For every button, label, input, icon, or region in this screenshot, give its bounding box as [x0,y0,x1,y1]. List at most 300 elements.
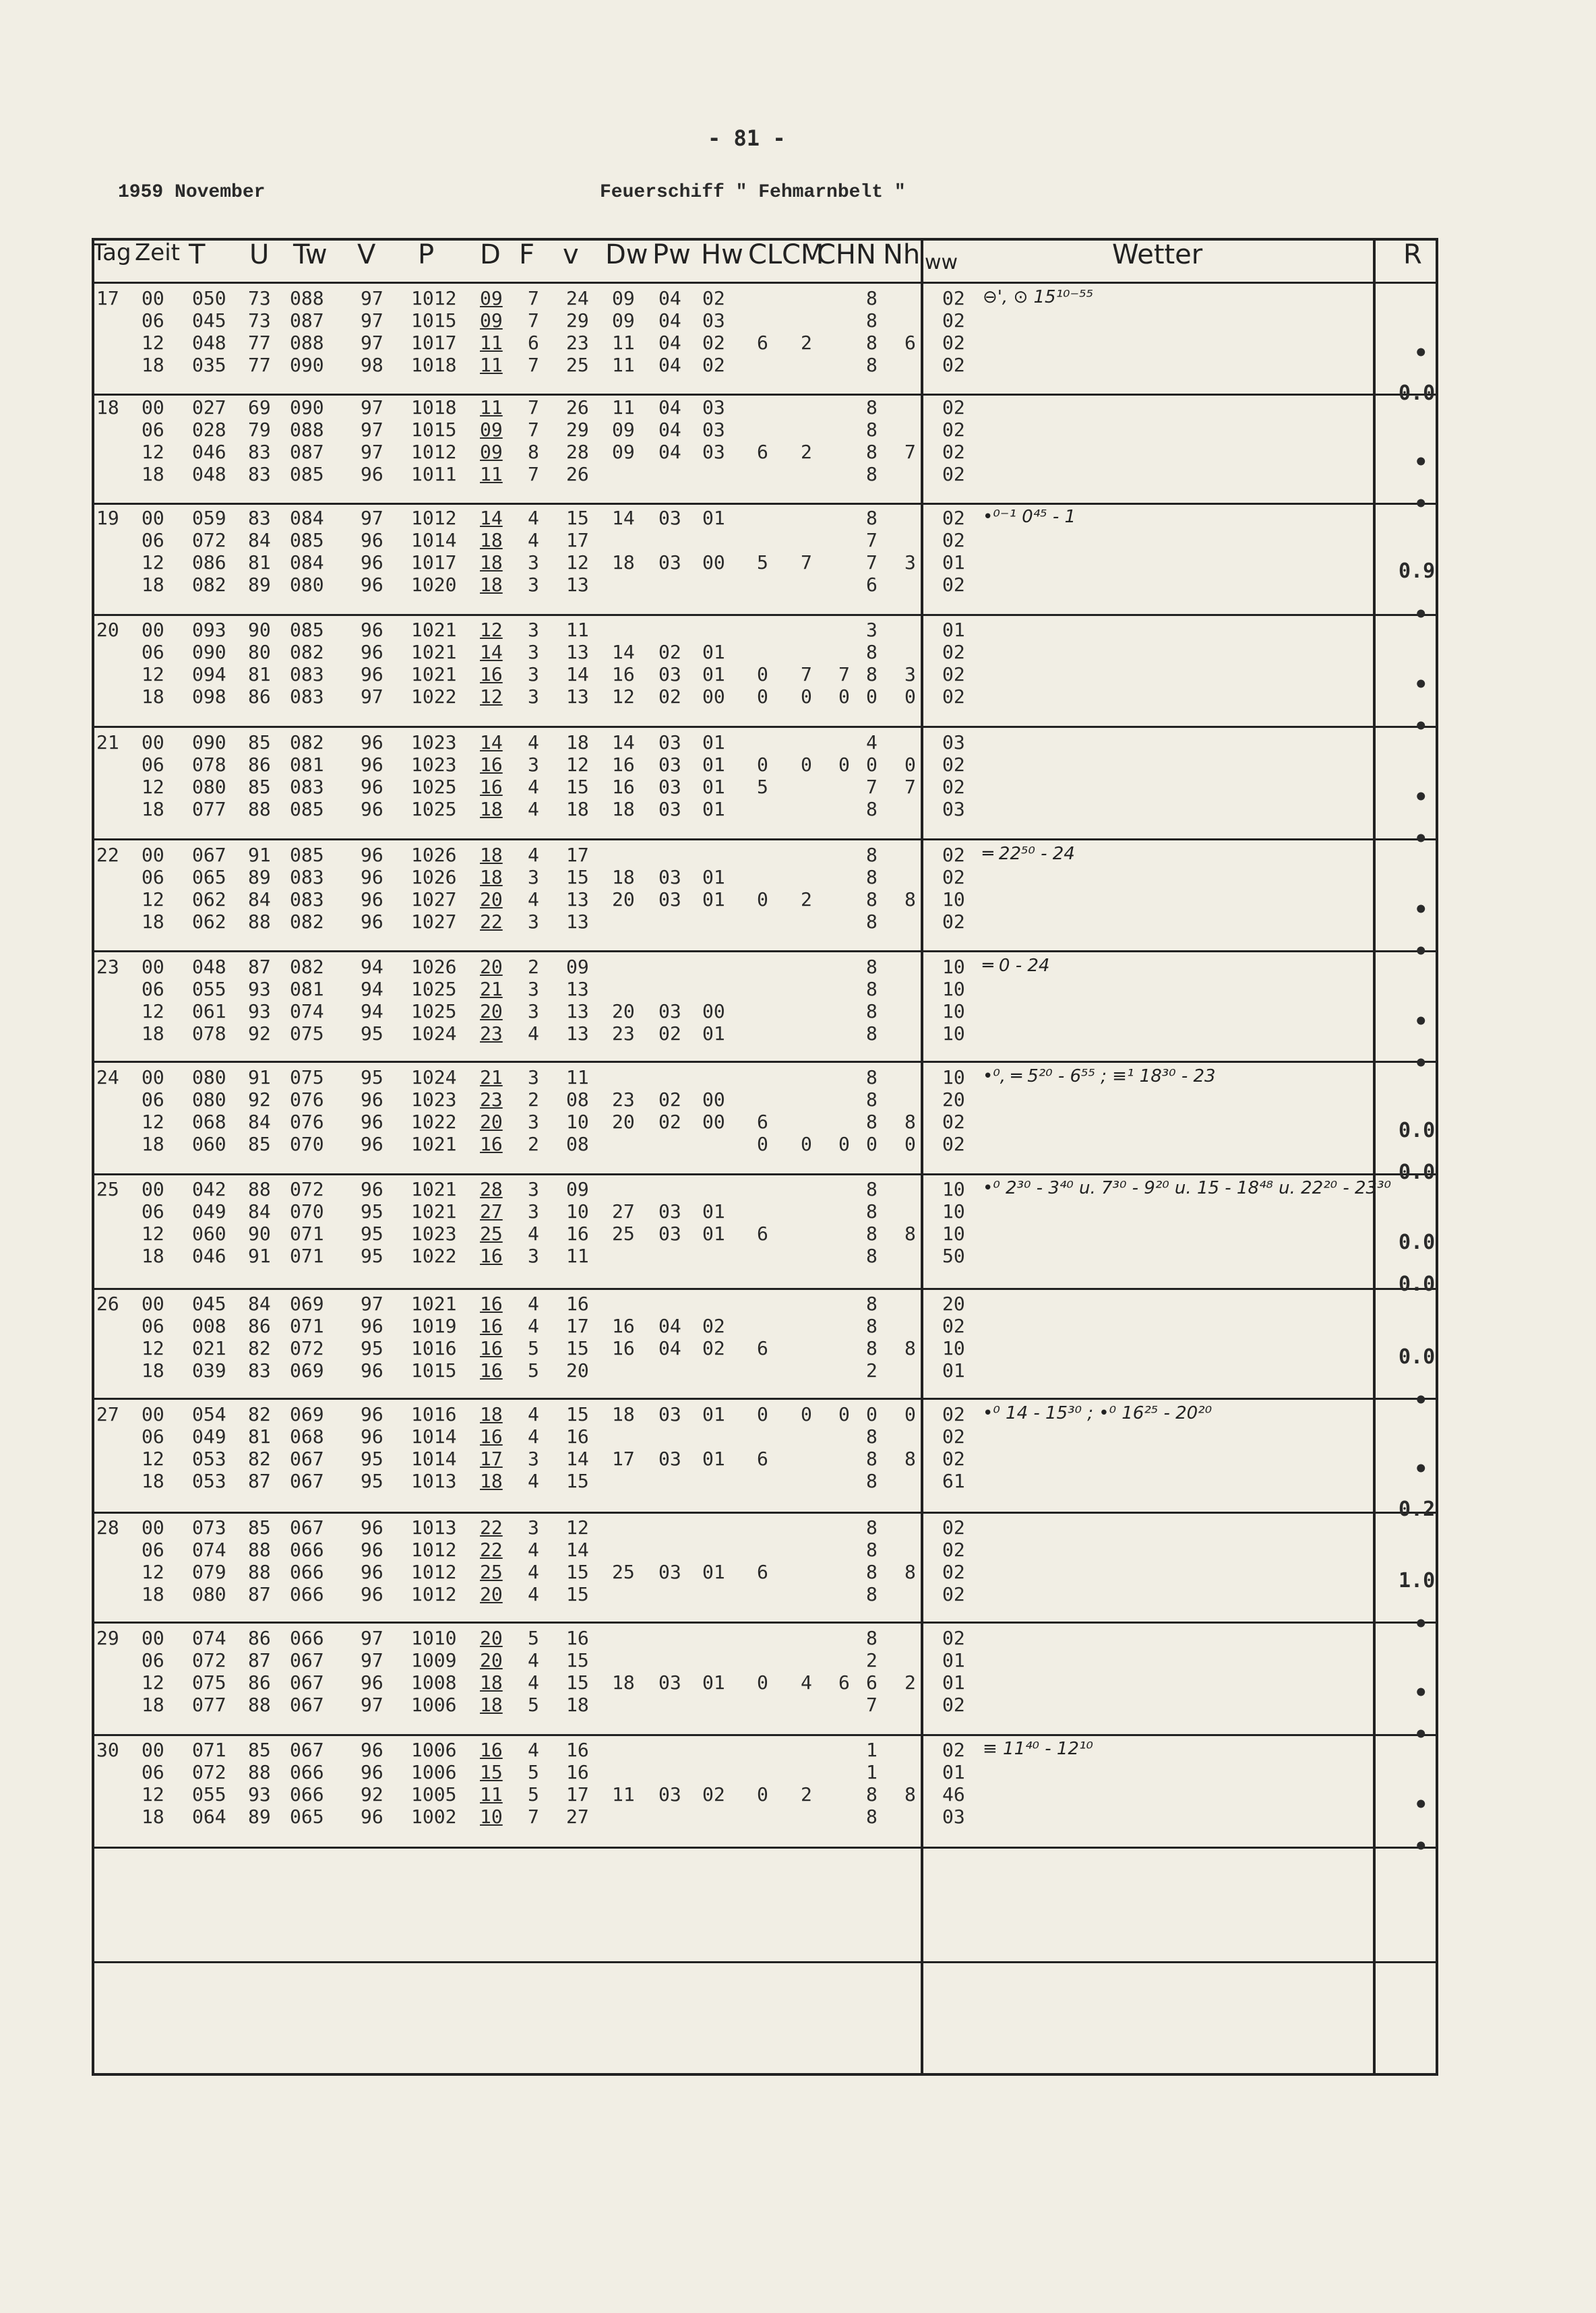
table-cell: 18 [142,798,164,820]
table-cell: 071 [290,1245,324,1267]
table-cell: 03 [702,309,725,332]
table-cell: 1024 [411,1022,457,1045]
table-cell: 10 [942,978,965,1000]
table-cell: 96 [361,1761,383,1783]
table-cell: 3 [528,911,539,933]
table-cell: 072 [192,529,226,551]
table-cell: 6 [757,332,768,354]
table-cell: 87 [248,1470,271,1492]
table-cell: 96 [361,1561,383,1583]
table-cell: 17 [566,844,589,866]
table-cell: 77 [248,332,271,354]
table-cell: 4 [528,1583,539,1605]
table-cell: 1019 [411,1315,457,1337]
table-cell: 04 [658,441,681,463]
table-cell: 04 [658,309,681,332]
header-rule [92,282,1438,284]
table-cell: 01 [702,753,725,776]
table-cell: 088 [290,332,324,354]
table-cell: 071 [192,1739,226,1761]
table-cell: 4 [801,1671,812,1694]
table-cell: 066 [290,1783,324,1806]
column-header-d: D [480,239,501,270]
table-cell: 87 [248,1649,271,1671]
table-cell: 13 [566,888,589,911]
table-cell: 8 [904,1337,916,1359]
table-cell: 18 [480,529,503,551]
table-cell: 4 [528,844,539,866]
table-cell: 13 [566,641,589,663]
table-cell: 0 [757,1133,768,1155]
table-cell: 02 [942,529,965,551]
table-cell: 29 [566,309,589,332]
table-cell: 95 [361,1337,383,1359]
table-cell: 12 [142,663,164,685]
table-cell: 3 [528,978,539,1000]
table-cell: 95 [361,1066,383,1088]
table-cell: 8 [866,419,878,441]
table-cell: 067 [290,1671,324,1694]
table-cell: 01 [702,663,725,685]
column-header-p: P [418,239,435,270]
table-cell: 96 [361,1739,383,1761]
table-cell: 95 [361,1245,383,1267]
table-cell: 00 [142,1627,164,1649]
table-cell: 8 [866,287,878,309]
precipitation-value: • [1414,1050,1428,1077]
table-cell: 82 [248,1403,271,1425]
table-cell: 02 [942,1403,965,1425]
divider-ww [921,238,923,2076]
table-cell: 94 [361,956,383,978]
table-cell: 3 [528,1200,539,1223]
table-cell: 00 [142,1516,164,1539]
table-cell: 085 [290,463,324,485]
column-header-r: R [1403,239,1422,270]
precipitation-value: • [1414,713,1428,740]
table-cell: 075 [290,1066,324,1088]
table-cell: 1012 [411,1539,457,1561]
table-cell: 8 [866,1315,878,1337]
table-cell: 96 [361,1111,383,1133]
table-cell: 8 [904,1561,916,1583]
table-cell: 8 [866,1806,878,1828]
table-cell: 20 [612,888,635,911]
table-cell: 03 [658,888,681,911]
table-cell: 2 [528,1133,539,1155]
table-cell: 048 [192,332,226,354]
table-cell: 1 [866,1761,878,1783]
table-cell: 10 [942,1223,965,1245]
table-cell: 01 [702,888,725,911]
table-cell: 8 [866,1178,878,1200]
day-tag: 29 [96,1627,119,1649]
table-cell: 02 [942,1583,965,1605]
table-cell: 02 [942,1425,965,1448]
table-cell: 96 [361,1425,383,1448]
table-cell: 29 [566,419,589,441]
table-cell: 81 [248,663,271,685]
table-cell: 02 [942,463,965,485]
table-cell: 02 [942,1739,965,1761]
column-header-wetter: Wetter [1112,239,1203,270]
table-cell: 94 [361,1000,383,1022]
table-cell: 080 [290,574,324,596]
table-cell: 73 [248,309,271,332]
table-cell: 06 [142,1200,164,1223]
table-cell: 03 [658,1000,681,1022]
table-cell: 15 [566,776,589,798]
table-cell: 96 [361,798,383,820]
day-tag: 24 [96,1066,119,1088]
table-cell: 087 [290,309,324,332]
day-separator [92,726,1438,728]
table-cell: 1023 [411,1088,457,1111]
table-cell: 076 [290,1111,324,1133]
table-cell: 96 [361,641,383,663]
table-cell: 1020 [411,574,457,596]
table-cell: 085 [290,529,324,551]
table-cell: 1014 [411,529,457,551]
table-cell: 06 [142,866,164,888]
table-cell: 1022 [411,1245,457,1267]
table-cell: 97 [361,332,383,354]
table-cell: 1027 [411,911,457,933]
table-cell: 02 [942,332,965,354]
table-cell: 4 [528,1470,539,1492]
table-cell: 085 [290,619,324,641]
table-cell: 064 [192,1806,226,1828]
table-cell: 03 [942,1806,965,1828]
table-cell: 0 [801,1133,812,1155]
table-cell: 5 [528,1359,539,1382]
table-cell: 1006 [411,1739,457,1761]
table-cell: 1026 [411,866,457,888]
table-cell: 50 [942,1245,965,1267]
table-cell: 96 [361,1315,383,1337]
table-cell: 00 [702,1111,725,1133]
table-cell: 11 [612,1783,635,1806]
table-cell: 8 [866,1022,878,1045]
table-cell: 081 [290,978,324,1000]
wetter-note: •⁰ 14 - 15³⁰ ; •⁰ 16²⁵ - 20²⁰ [983,1403,1213,1423]
table-cell: 96 [361,1403,383,1425]
table-cell: 7 [801,663,812,685]
table-cell: 03 [658,551,681,574]
table-cell: 00 [142,396,164,419]
table-cell: 3 [528,574,539,596]
column-header-ch: CH [817,239,857,270]
table-cell: 77 [248,354,271,376]
table-cell: 17 [566,1783,589,1806]
table-cell: 02 [942,1561,965,1583]
precipitation-value: • [1414,1611,1428,1638]
precipitation-value: 0.0 [1399,1119,1436,1142]
table-cell: 067 [290,1516,324,1539]
table-cell: 18 [566,798,589,820]
table-cell: 1012 [411,1583,457,1605]
table-cell: 09 [480,309,503,332]
table-cell: 18 [142,1022,164,1045]
table-cell: 068 [290,1425,324,1448]
table-cell: 18 [612,798,635,820]
table-cell: 02 [658,1022,681,1045]
table-cell: 13 [566,1022,589,1045]
table-cell: 18 [480,1470,503,1492]
table-cell: 17 [612,1448,635,1470]
table-cell: 02 [942,1133,965,1155]
table-cell: 1021 [411,663,457,685]
table-cell: 8 [866,1066,878,1088]
day-tag: 17 [96,287,119,309]
table-cell: 1014 [411,1425,457,1448]
table-cell: 4 [528,529,539,551]
wetter-note: ═ 0 - 24 [983,956,1050,976]
table-cell: 0 [904,1403,916,1425]
table-cell: 95 [361,1470,383,1492]
table-cell: 0 [757,1403,768,1425]
table-cell: 085 [290,844,324,866]
table-cell: 02 [942,1111,965,1133]
table-cell: 12 [142,888,164,911]
table-cell: 039 [192,1359,226,1382]
table-cell: 1002 [411,1806,457,1828]
table-cell: 16 [612,753,635,776]
table-cell: 88 [248,1539,271,1561]
table-cell: 084 [290,551,324,574]
table-cell: 83 [248,1359,271,1382]
table-cell: 01 [702,1448,725,1470]
table-cell: 18 [142,1359,164,1382]
table-cell: 09 [612,441,635,463]
table-cell: 045 [192,309,226,332]
table-cell: 02 [942,1539,965,1561]
table-cell: 12 [142,776,164,798]
table-cell: 072 [290,1337,324,1359]
day-separator [92,1061,1438,1063]
precipitation-value: 0.9 [1399,559,1436,583]
day-tag: 26 [96,1293,119,1315]
day-separator [92,1398,1438,1400]
table-cell: 01 [702,1223,725,1245]
table-cell: 053 [192,1470,226,1492]
table-cell: 0 [757,888,768,911]
table-cell: 02 [942,574,965,596]
table-cell: 86 [248,1627,271,1649]
column-header-nh: Nh [883,239,921,270]
table-cell: 18 [566,731,589,753]
table-cell: 1012 [411,1561,457,1583]
day-separator [92,614,1438,616]
table-cell: 8 [866,1627,878,1649]
table-cell: 8 [866,888,878,911]
table-cell: 10 [942,1022,965,1045]
table-cell: 085 [290,798,324,820]
table-cell: 070 [290,1200,324,1223]
table-cell: 066 [290,1539,324,1561]
table-cell: 077 [192,1694,226,1716]
table-cell: 0 [866,1403,878,1425]
table-cell: 3 [528,1111,539,1133]
table-cell: 96 [361,1671,383,1694]
precipitation-value: 0.0 [1399,381,1436,405]
table-cell: 83 [248,507,271,529]
table-cell: 0 [838,1133,850,1155]
table-cell: 18 [566,1694,589,1716]
table-cell: 10 [566,1111,589,1133]
table-cell: 06 [142,419,164,441]
precipitation-value: • [1414,1456,1428,1483]
day-separator [92,1512,1438,1514]
table-cell: 96 [361,463,383,485]
table-cell: 03 [658,798,681,820]
wetter-note: ═ 22⁵⁰ - 24 [983,844,1075,864]
precipitation-value: • [1414,601,1428,628]
table-cell: 18 [480,866,503,888]
table-cell: 06 [142,1425,164,1448]
table-cell: 082 [290,641,324,663]
table-cell: 03 [658,731,681,753]
table-cell: 20 [612,1000,635,1022]
table-cell: 15 [566,1403,589,1425]
table-cell: 46 [942,1783,965,1806]
column-header-tw: Tw [293,239,328,270]
table-cell: 03 [658,776,681,798]
table-cell: 1023 [411,753,457,776]
table-cell: 04 [658,1337,681,1359]
table-cell: 01 [702,776,725,798]
table-cell: 22 [480,1539,503,1561]
table-cell: 18 [480,1671,503,1694]
column-header-pw: Pw [652,239,691,270]
table-cell: 8 [866,441,878,463]
table-cell: 23 [566,332,589,354]
table-cell: 3 [528,619,539,641]
table-cell: 067 [290,1739,324,1761]
day-tag: 20 [96,619,119,641]
table-cell: 7 [528,463,539,485]
precipitation-value: • [1414,1008,1428,1035]
table-cell: 1018 [411,396,457,419]
precipitation-value: • [1414,671,1428,698]
table-cell: 1025 [411,776,457,798]
table-cell: 071 [290,1315,324,1337]
table-cell: 10 [480,1806,503,1828]
table-cell: 8 [904,1783,916,1806]
table-cell: 01 [702,507,725,529]
table-cell: 2 [801,888,812,911]
table-cell: 10 [566,1200,589,1223]
table-cell: 078 [192,753,226,776]
table-cell: 06 [142,1539,164,1561]
empty-row-separator [92,1961,1438,1963]
table-cell: 82 [248,1337,271,1359]
table-cell: 11 [566,619,589,641]
table-cell: 18 [142,1583,164,1605]
table-cell: 3 [528,641,539,663]
table-cell: 89 [248,574,271,596]
station-name: Feuerschiff " Fehmarnbelt " [600,182,906,203]
table-cell: 078 [192,1022,226,1045]
table-cell: 00 [142,1739,164,1761]
table-cell: 1009 [411,1649,457,1671]
table-cell: 00 [702,1000,725,1022]
table-cell: 4 [528,1022,539,1045]
table-cell: 082 [290,956,324,978]
table-cell: 066 [290,1761,324,1783]
table-cell: 12 [566,1516,589,1539]
table-cell: 96 [361,776,383,798]
table-cell: 8 [866,1583,878,1605]
table-cell: 072 [290,1178,324,1200]
table-cell: 09 [480,419,503,441]
table-cell: 062 [192,888,226,911]
table-cell: 1015 [411,419,457,441]
table-cell: 17 [480,1448,503,1470]
table-cell: 0 [904,1133,916,1155]
table-cell: 03 [658,663,681,685]
table-cell: 01 [942,1359,965,1382]
table-cell: 14 [566,1539,589,1561]
table-cell: 88 [248,911,271,933]
table-cell: 6 [757,441,768,463]
table-cell: 81 [248,1425,271,1448]
table-cell: 02 [702,1337,725,1359]
table-cell: 050 [192,287,226,309]
table-cell: 080 [192,1583,226,1605]
table-cell: 06 [142,1649,164,1671]
precipitation-value: 0.0 [1399,1231,1436,1254]
day-separator [92,838,1438,840]
table-cell: 03 [658,1223,681,1245]
table-cell: 16 [480,1739,503,1761]
table-cell: 5 [528,1761,539,1783]
table-cell: 077 [192,798,226,820]
table-cell: 7 [838,663,850,685]
table-cell: 01 [702,731,725,753]
day-tag: 25 [96,1178,119,1200]
table-cell: 15 [566,1561,589,1583]
table-cell: 1025 [411,798,457,820]
divider-r [1373,238,1376,2076]
precipitation-value: 1.0 [1399,1569,1436,1593]
day-separator [92,1622,1438,1624]
table-cell: 02 [942,1315,965,1337]
table-cell: 95 [361,1200,383,1223]
table-cell: 1017 [411,551,457,574]
table-cell: 06 [142,641,164,663]
table-cell: 00 [142,1293,164,1315]
table-cell: 06 [142,309,164,332]
page-number: - 81 - [708,125,786,151]
table-cell: 25 [612,1561,635,1583]
table-cell: 03 [658,1403,681,1425]
table-cell: 072 [192,1649,226,1671]
table-cell: 09 [612,309,635,332]
table-cell: 88 [248,1178,271,1200]
table-cell: 15 [566,1649,589,1671]
table-cell: 91 [248,844,271,866]
table-cell: 18 [142,685,164,708]
table-cell: 1021 [411,1133,457,1155]
table-cell: 97 [361,287,383,309]
table-cell: 7 [904,441,916,463]
table-cell: 065 [290,1806,324,1828]
table-cell: 04 [658,332,681,354]
table-cell: 8 [528,441,539,463]
table-cell: 4 [528,731,539,753]
table-cell: 88 [248,798,271,820]
